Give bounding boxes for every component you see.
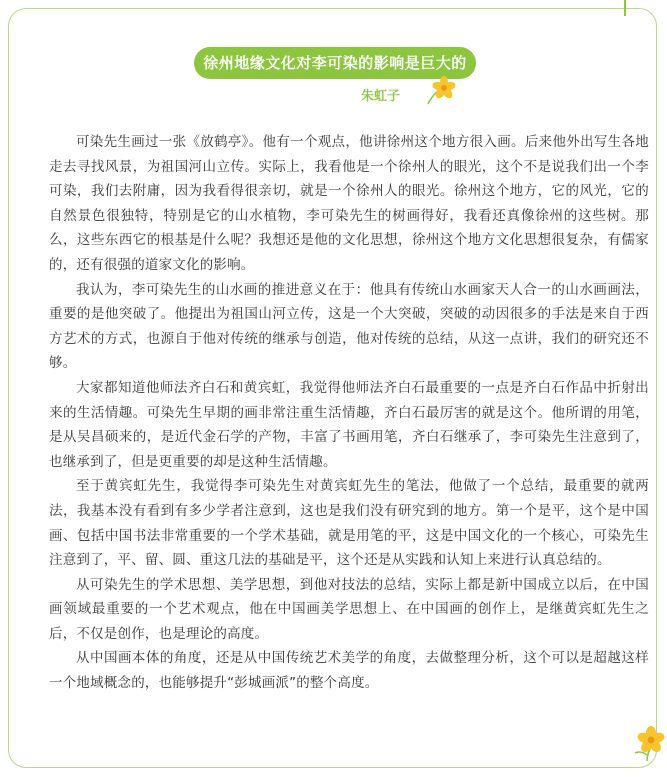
- paragraph: 从中国画本体的角度，还是从中国传统艺术美学的角度，去做整理分析，这个可以是超越这样一个地域概念的，也能够提升“彭城画派”的整个高度。: [49, 650, 649, 692]
- vine-decoration: [624, 0, 636, 16]
- flower-icon: [633, 725, 667, 761]
- paragraph: 从可染先生的学术思想、美学思想，到他对技法的总结，实际上都是新中国成立以后，在中国画领域最重要的一个艺术观点，他在中国画美学思想上、在中国画的创作上，是继黄宾虹先生之后，不仅是创作，也是理论的高度。: [49, 576, 649, 642]
- paragraph: 我认为，李可染先生的山水画的推进意义在于：他具有传统山水画家天人合一的山水画画法，重要的是他突破了。他提出为祖国山河立传，这是一个大突破，突破的动因很多的手法是来自于西方艺术的方式，也源自于他对传统的继承与创造，他对传统的总结，从这一点讲，我们的研究还不够。: [49, 281, 649, 372]
- paragraph: 可染先生画过一张《放鹤亭》。他有一个观点，他讲徐州这个地方很入画。后来他外出写生各地走去寻找风景，为祖国河山立传。实际上，我看他是一个徐州人的眼光，这个不是说我们出一个李可染，我们去附庸，因为我看得很亲切，就是一个徐州人的眼光。徐州这个地方，它的风光，它的自然景色很独特，特别是它的山水植物，李可染先生的树画得好，我看还真像徐州的这些树。那么，这些东西它的根基是什么呢？我想还是他的文化思想，徐州这个地方文化思想很复杂，有儒家的，还有很强的道家文化的影响。: [49, 134, 649, 273]
- paragraph: 大家都知道他师法齐白石和黄宾虹，我觉得他师法齐白石最重要的一点是齐白石作品中折射出来的生活情趣。可染先生早期的画非常注重生活情趣，齐白石最厉害的就是这个。他所谓的用笔，是从吴昌硕来的，是近代金石学的产物，丰富了书画用笔，齐白石继承了，李可染先生注意到了，也继承到了，但是更重要的却是这种生活情趣。: [49, 379, 649, 470]
- paragraph: 至于黄宾虹先生，我觉得李可染先生对黄宾虹先生的笔法，他做了一个总结，最重要的就两法，我基本没有看到有多少学者注意到，这也是我们没有研究到的地方。第一个是平，这个是中国画、包括中国书法非常重要的一个学术基础，就是用笔的平，这是中国文化的一个核心，可染先生注意到了，平、留、圆、重这几法的基础是平，这个还是从实践和认知上来进行认真总结的。: [49, 478, 649, 569]
- article-body: [49, 130, 649, 696]
- article-title: 徐州地缘文化对李可染的影响是巨大的: [194, 47, 476, 79]
- flower-icon: [424, 74, 458, 108]
- article-author: 朱虹子: [361, 89, 401, 104]
